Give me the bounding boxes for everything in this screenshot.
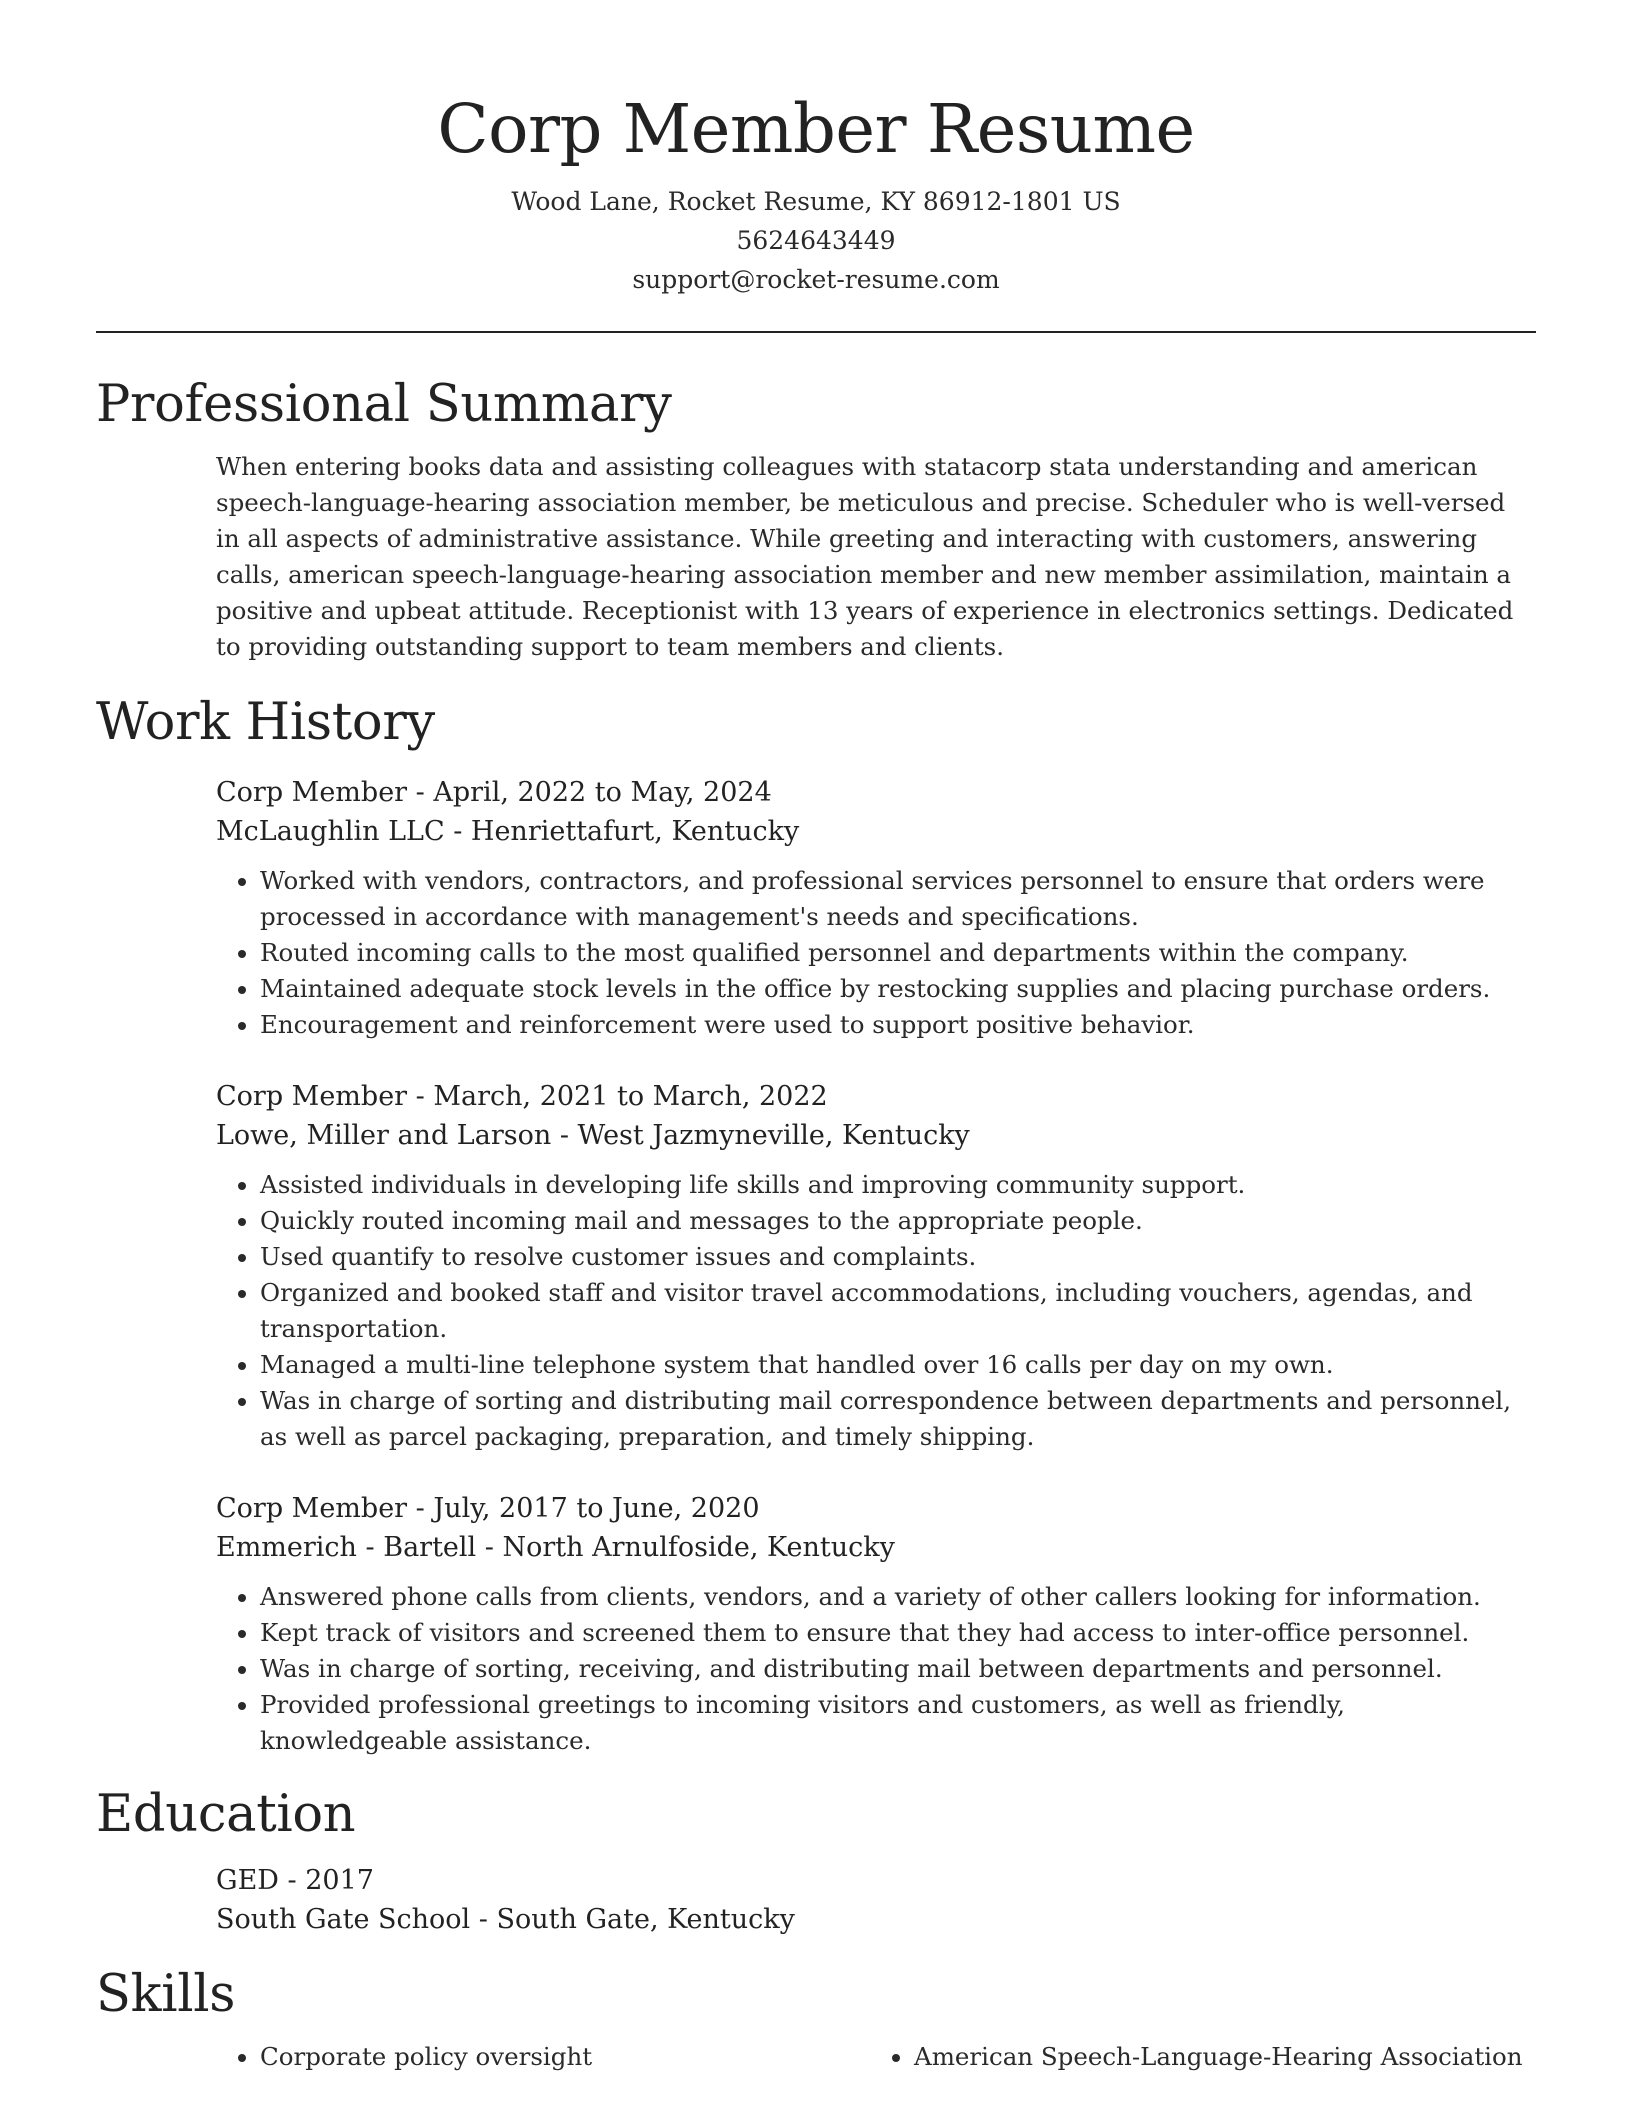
job-entry-2 xyxy=(216,1077,1524,1455)
job-title-line: Corp Member - July, 2017 to June, 2020 xyxy=(216,1493,760,1524)
job-bullets xyxy=(216,1167,1524,1455)
list-item: • Maintained adequate stock levels in the office by restocking supplies and placing purchase orders. xyxy=(260,971,1524,1007)
contact-address: Wood Lane, Rocket Resume, KY 86912-1801 US xyxy=(511,187,1121,216)
job-bullets xyxy=(216,1579,1524,1759)
skill-item: • Corporate policy oversight xyxy=(260,2039,870,2075)
list-item: • Managed a multi-line telephone system that handled over 16 calls per day on my own. xyxy=(260,1347,1524,1383)
list-item: • Routed incoming calls to the most qualified personnel and departments within the company. xyxy=(260,935,1524,971)
list-item: • Provided professional greetings to incoming visitors and customers, as well as friendly, knowledgeable assistance. xyxy=(260,1687,1524,1759)
resume-page xyxy=(96,0,1536,2075)
skill-item: • American Speech-Language-Hearing Association xyxy=(914,2039,1524,2075)
list-item: • Was in charge of sorting and distributing mail correspondence between departments and personnel, as well as parcel packaging, preparation, and timely shipping. xyxy=(260,1383,1524,1455)
list-item: • Worked with vendors, contractors, and professional services personnel to ensure that orders were processed in accordance with management's needs and specifications. xyxy=(260,863,1524,935)
contact-info xyxy=(96,182,1536,299)
job-title-line: Corp Member - March, 2021 to March, 2022 xyxy=(216,1081,828,1112)
skills-grid xyxy=(216,2039,1524,2075)
resume-name: Corp Member Resume xyxy=(437,90,1195,168)
job-entry-3 xyxy=(216,1489,1524,1759)
contact-phone: 5624643449 xyxy=(736,226,896,255)
section-title-skills: Skills xyxy=(96,1965,236,2024)
job-title-line: Corp Member - April, 2022 to May, 2024 xyxy=(216,777,772,808)
list-item: • Organized and booked staff and visitor travel accommodations, including vouchers, agendas, and transportation. xyxy=(260,1275,1524,1347)
header-divider xyxy=(96,331,1536,333)
job-company-line: McLaughlin LLC - Henriettafurt, Kentucky xyxy=(216,816,800,847)
job-company-line: Emmerich - Bartell - North Arnulfoside, Kentucky xyxy=(216,1532,895,1563)
job-company-line: Lowe, Miller and Larson - West Jazmyneville, Kentucky xyxy=(216,1120,970,1151)
skills-column-right xyxy=(870,2039,1524,2075)
list-item: • Answered phone calls from clients, vendors, and a variety of other callers looking for information. xyxy=(260,1579,1524,1615)
education-school-line: South Gate School - South Gate, Kentucky xyxy=(216,1904,795,1935)
section-title-education: Education xyxy=(96,1785,356,1844)
education-degree-line: GED - 2017 xyxy=(216,1865,374,1896)
list-item: • Encouragement and reinforcement were used to support positive behavior. xyxy=(260,1007,1524,1043)
skills-column-left xyxy=(216,2039,870,2075)
job-bullets xyxy=(216,863,1524,1043)
list-item: • Used quantify to resolve customer issues and complaints. xyxy=(260,1239,1524,1275)
education-entry xyxy=(216,1861,1524,1939)
contact-email: support@rocket-resume.com xyxy=(632,265,1000,294)
section-title-summary: Professional Summary xyxy=(96,375,672,434)
job-entry-1 xyxy=(216,773,1524,1043)
list-item: • Kept track of visitors and screened them to ensure that they had access to inter-office personnel. xyxy=(260,1615,1524,1651)
list-item: • Assisted individuals in developing life skills and improving community support. xyxy=(260,1167,1524,1203)
section-title-work-history: Work History xyxy=(96,693,435,752)
summary-text: When entering books data and assisting colleagues with statacorp stata understanding and american speech-language-hearing association member, be meticulous and precise. Scheduler who is well-versed in all aspects of administrative assistance. While greeting and interacting with customers, answering calls, american speech-language-hearing association member and new member assimilation, maintain a positive and upbeat attitude. Receptionist with 13 years of experience in electronics settings. Dedicated to providing outstanding support to team members and clients. xyxy=(216,452,1514,661)
list-item: • Quickly routed incoming mail and messages to the appropriate people. xyxy=(260,1203,1524,1239)
list-item: • Was in charge of sorting, receiving, and distributing mail between departments and personnel. xyxy=(260,1651,1524,1687)
